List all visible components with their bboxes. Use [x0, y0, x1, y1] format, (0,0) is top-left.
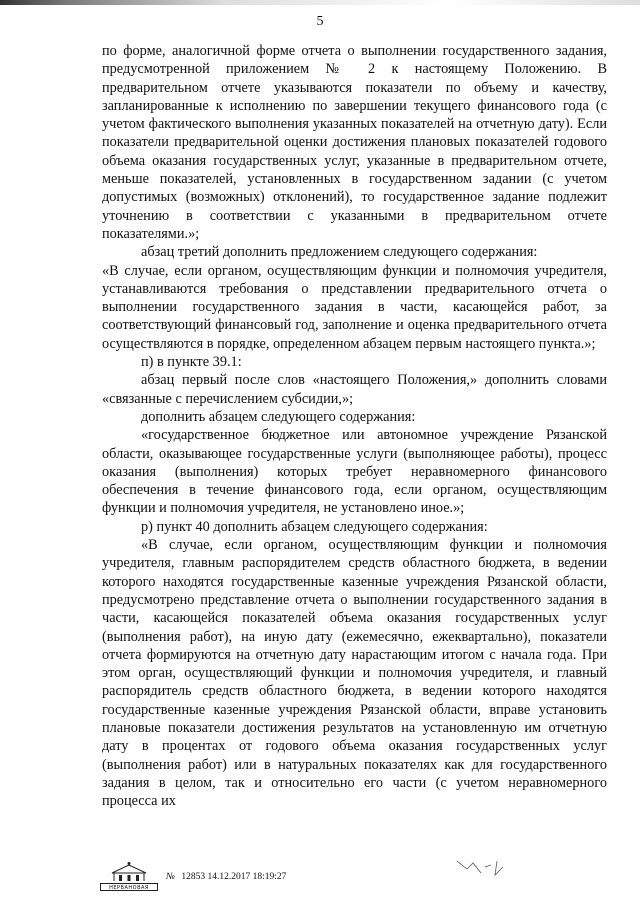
paragraph-8: р) пункт 40 дополнить абзацем следующего содержания: [141, 518, 488, 535]
paragraph-2: абзац третий дополнить предложением следующего содержания: [141, 244, 538, 261]
document-body [102, 42, 607, 810]
stamp-label: НЕРВАНОВАЯ [100, 883, 158, 891]
registry-stamp [100, 861, 158, 891]
paragraph-5: абзац первый после слов «настоящего Положения,» дополнить словами «связанные с перечислением субсидии,»; [102, 372, 607, 407]
scan-edge [0, 0, 640, 5]
document-footer [100, 855, 620, 895]
building-emblem-icon [100, 861, 158, 883]
paragraph-7: «государственное бюджетное или автономное учреждение Рязанской области, оказывающее государственные услуги (выполняющее работы), процесс оказания (выполнения) которых требует неравномерного финансового обеспечения в течение финансового года, если органом, осуществляющим функции и полномочия учредителя, не установлено иное.»; [102, 427, 607, 517]
page-number: 5 [316, 14, 324, 29]
registration-info [166, 872, 286, 882]
paragraph-3: «В случае, если органом, осуществляющим функции и полномочия учредителя, устанавливаются требования о представлении предварительного отчета о выполнении государственного задания в части, касающейся работ, за соответствующий финансовый год, заполнение и оценка предварительного отчета осуществляются в порядке, определенном абзацем первым настоящего пункта.»; [102, 262, 607, 352]
registration-mark: № [166, 872, 175, 882]
paragraph-9: «В случае, если органом, осуществляющим функции и полномочия учредителя, главным распорядителем средств областного бюджета, в ведении которого находятся государственные казенные учреждения Рязанской области, предусмотрено представление отчета о выполнении государственного задания в части, касающейся показателей объема оказания государственных услуг (выполнения работ), на иную дату (ежемесячно, ежеквартально), показатели отчета формируются на отчетную дату нарастающим итогом с начала года. При этом орган, осуществляющий функции и полномочия учредителя, и главный распорядитель средств областного бюджета, в ведении которого находятся государственные казенные учреждения Рязанской области, вправе установить плановые показатели достижения результатов на установленную им отчетную дату в процентах от годового объема оказания государственных услуг (выполнения работ) или в натуральных показателях как для государственного задания в целом, так и относительно его части (с учетом неравномерного процесса их [102, 537, 607, 810]
paragraph-4: п) в пункте 39.1: [141, 354, 242, 371]
registration-number-datetime: 12853 14.12.2017 18:19:27 [181, 872, 287, 882]
paragraph-1: по форме, аналогичной форме отчета о выполнении государственного задания, предусмотренной приложением № 2 к настоящему Положению. В предварительном отчете указываются показатели по объему и качеству, запланированные к исполнению по завершении текущего финансового года (с учетом фактического выполнения указанных показателей на отчетную дату). Если показатели предварительной оценки достижения плановых показателей годового объема оказания государственных услуг, указанные в предварительном отчете, меньше показателей, установленных в государственном задании (с учетом допустимых (возможных) отклонений), то государственное задание подлежит уточнению в соответствии с указанными в предварительном отчете показателями.»; [102, 43, 607, 242]
signature [455, 855, 525, 885]
paragraph-6: дополнить абзацем следующего содержания: [141, 408, 416, 425]
